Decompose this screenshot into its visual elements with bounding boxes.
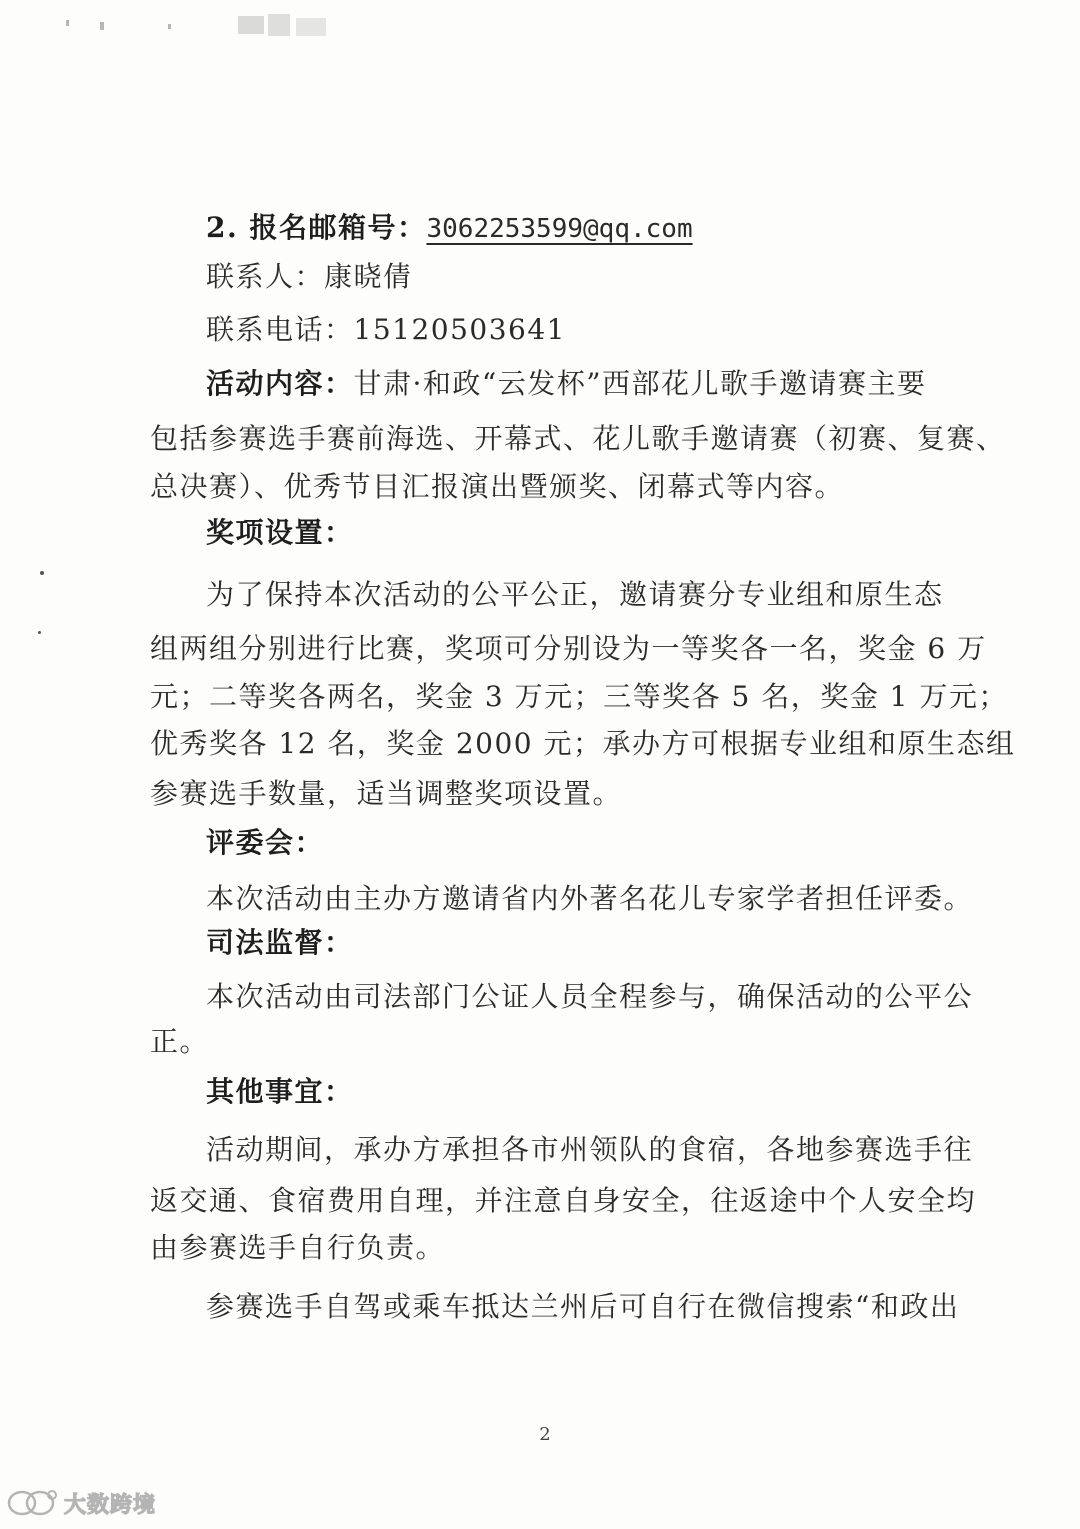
paragraph-line: 为了保持本次活动的公平公正，邀请赛分专业组和原生态	[206, 578, 944, 611]
watermark-text: 大数跨境	[64, 1492, 157, 1518]
paragraph-line: 正。	[150, 1025, 210, 1058]
paragraph-line: 包括参赛选手赛前海选、开幕式、花儿歌手邀请赛（初赛、复赛、	[150, 422, 1006, 455]
email-label: 2. 报名邮箱号：	[206, 211, 427, 244]
paragraph-line: 返交通、食宿费用自理，并注意自身安全，往返途中个人安全均	[150, 1184, 977, 1217]
scan-speck	[40, 571, 44, 575]
paragraph-line: 本次活动由主办方邀请省内外著名花儿专家学者担任评委。	[206, 882, 974, 915]
paragraph-line: 总决赛）、优秀节目汇报演出暨颁奖、闭幕式等内容。	[150, 470, 845, 503]
paragraph-line: 由参赛选手自行负责。	[150, 1231, 446, 1264]
activity-content-line	[206, 367, 950, 401]
watermark-logo-icon	[6, 1488, 58, 1518]
contact-person-line: 联系人：康晓倩	[206, 260, 413, 293]
paragraph-line: 组两组分别进行比赛，奖项可分别设为一等奖各一名，奖金 6 万	[150, 632, 987, 665]
email-address: 3062253599@qq.com	[426, 214, 693, 244]
section-heading-other: 其他事宜：	[206, 1075, 354, 1108]
paragraph-text: 甘肃·和政“云发杯”西部花儿歌手邀请赛主要	[353, 367, 927, 400]
scan-speck	[38, 631, 41, 634]
paragraph-line: 优秀奖各 12 名，奖金 2000 元；承办方可根据专业组和原生态组	[150, 727, 1016, 760]
scan-artifact-marks	[60, 6, 340, 42]
section-heading-judges: 评委会：	[206, 826, 325, 859]
paragraph-line: 元；二等奖各两名，奖金 3 万元；三等奖各 5 名，奖金 1 万元；	[150, 680, 1008, 713]
paragraph-line: 参赛选手自驾或乘车抵达兰州后可自行在微信搜索“和政出	[206, 1290, 960, 1323]
section-heading-activity: 活动内容：	[206, 367, 354, 400]
section-heading-supervision: 司法监督：	[206, 926, 354, 959]
paragraph-line: 活动期间，承办方承担各市州领队的食宿，各地参赛选手往	[206, 1133, 974, 1166]
paragraph-line: 本次活动由司法部门公证人员全程参与，确保活动的公平公	[206, 980, 974, 1013]
paragraph-line: 参赛选手数量，适当调整奖项设置。	[150, 777, 623, 810]
page-number: 2	[539, 1424, 551, 1445]
watermark	[6, 1486, 156, 1520]
section-heading-awards: 奖项设置：	[206, 516, 354, 549]
contact-phone-line: 联系电话：15120503641	[206, 313, 566, 346]
email-line	[206, 211, 950, 246]
